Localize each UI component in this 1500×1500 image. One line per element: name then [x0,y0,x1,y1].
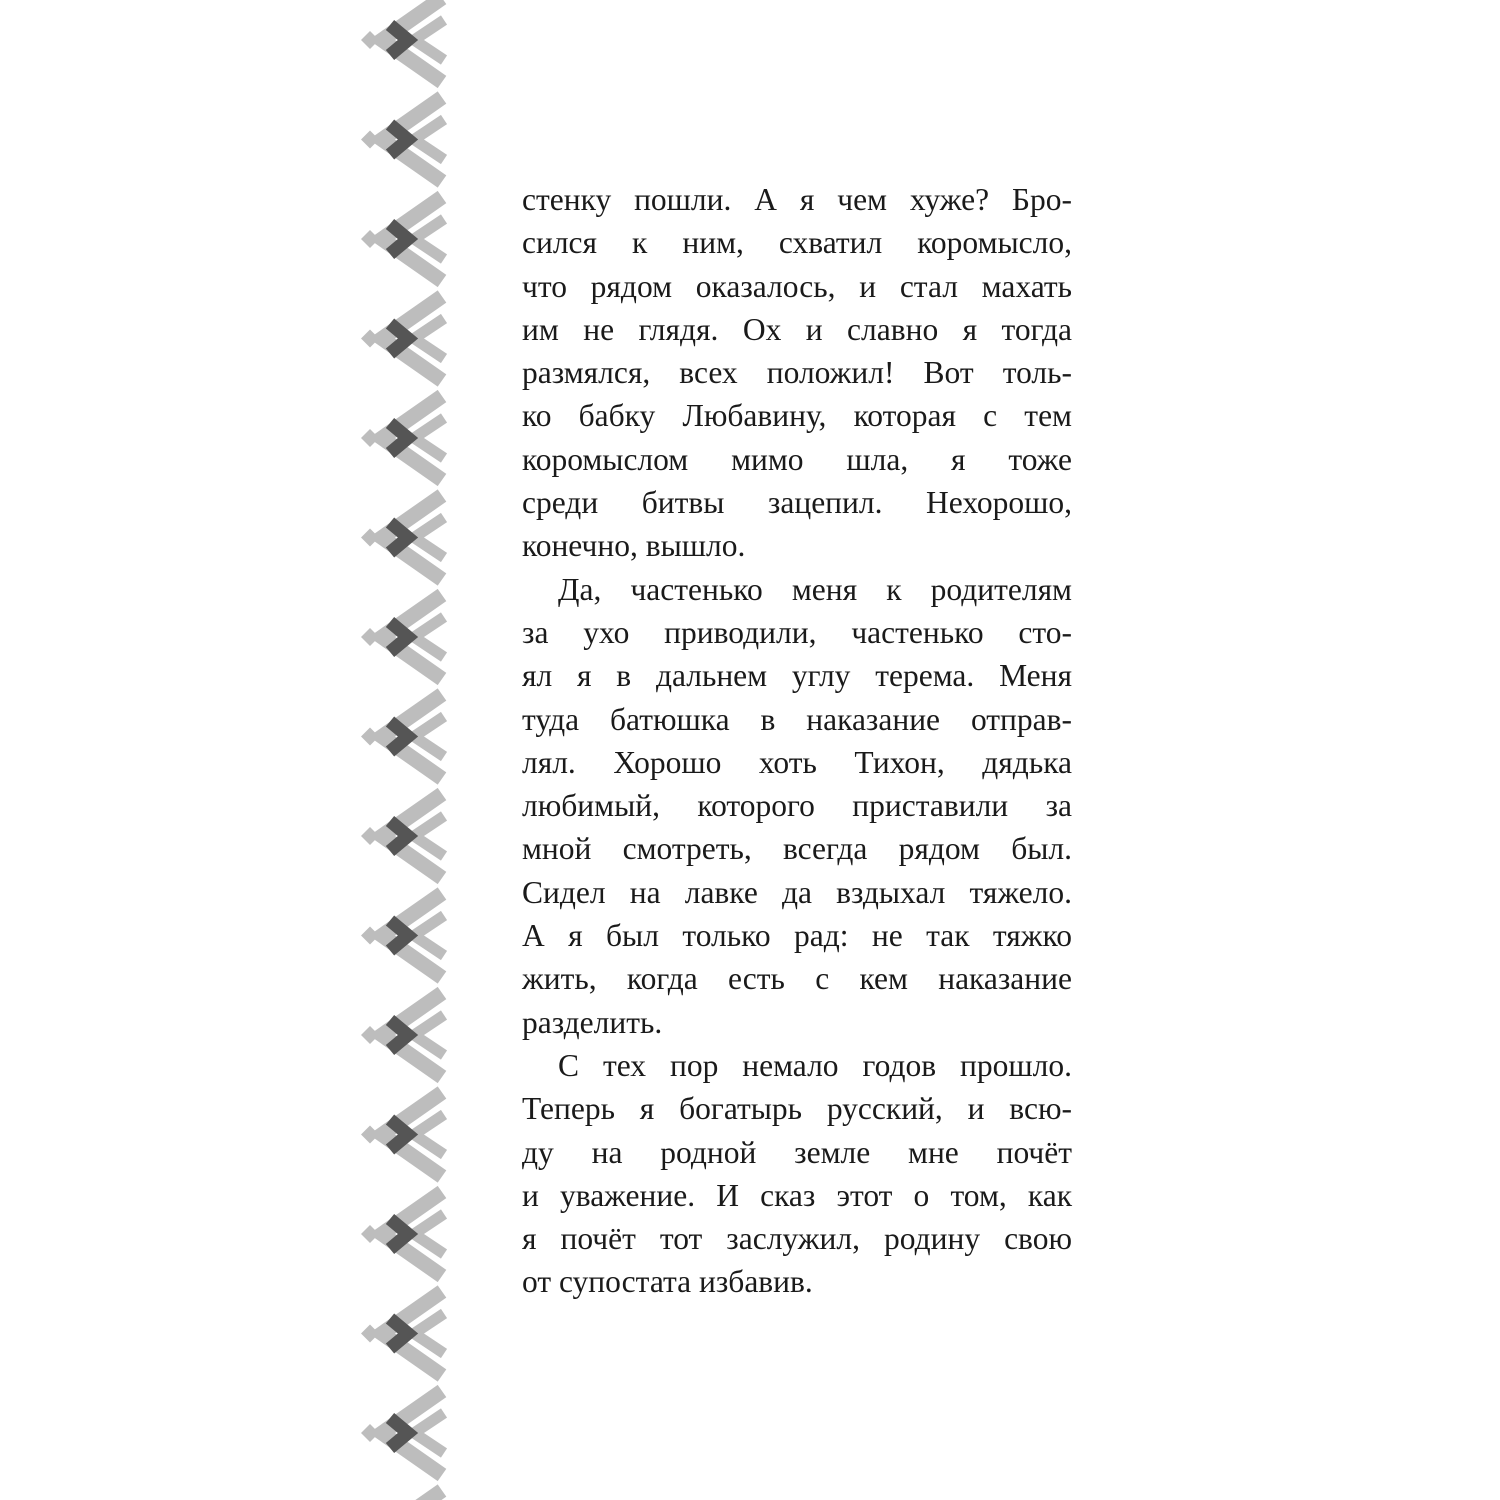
text-line: и уважение. И сказ этот о том, как [522,1177,1072,1213]
inner-chevron [414,1115,444,1155]
outer-chevron [382,1491,442,1500]
text-line: Теперь я богатырь русский, и всю- [522,1091,1072,1127]
inner-chevron [414,1314,444,1354]
small-diamond [361,529,379,547]
small-diamond [361,1325,379,1343]
inner-chevron [414,816,444,856]
small-diamond [361,1126,379,1144]
inner-chevron [414,319,444,359]
small-diamond [361,131,379,149]
text-line: ял я в дальнем углу терема. Меня [522,658,1072,694]
text-line: А я был только рад: не так тяжко [522,918,1072,954]
text-line: я почёт тот заслужил, родину свою [522,1221,1072,1257]
text-line: размялся, всех положил! Вот толь- [522,355,1072,391]
text-line: что рядом оказалось, и стал махать [522,268,1072,304]
text-line: среди битвы зацепил. Нехорошо, [522,485,1072,521]
inner-chevron [414,418,444,458]
text-line: Сидел на лавке да вздыхал тяжело. [522,874,1072,910]
small-diamond [361,728,379,746]
text-line: ко бабку Любавину, которая с тем [522,398,1072,434]
small-diamond [361,628,379,646]
inner-chevron [414,219,444,259]
small-diamond [361,927,379,945]
inner-chevron [414,617,444,657]
paragraph [522,568,1072,1044]
text-line: сился к ним, схватил коромысло, [522,225,1072,261]
text-line: коромыслом мимо шла, я тоже [522,441,1072,477]
text-line: за ухо приводили, частенько сто- [522,614,1072,650]
inner-chevron [414,717,444,757]
small-diamond [361,230,379,248]
text-line: мной смотреть, всегда рядом был. [522,831,1072,867]
inner-chevron [414,518,444,558]
small-diamond [361,827,379,845]
text-line: от супостата избавив. [522,1264,813,1300]
paragraph [522,1044,1072,1304]
inner-chevron [414,120,444,160]
inner-chevron [414,1015,444,1055]
small-diamond [361,1424,379,1442]
small-diamond [361,31,379,49]
text-line: лял. Хорошо хоть Тихон, дядька [522,744,1072,780]
paragraph [522,178,1072,568]
text-line: ду на родной земле мне почёт [522,1134,1072,1170]
small-diamond [361,1225,379,1243]
text-line: разделить. [522,1004,663,1040]
small-diamond [361,429,379,447]
text-line: конечно, вышло. [522,528,746,564]
chevron-border-ornament-icon [340,0,450,1500]
text-line: С тех пор немало годов прошло. [558,1047,1072,1083]
text-line: жить, когда есть с кем наказание [522,961,1072,997]
text-line: им не глядя. Ох и славно я тогда [522,311,1072,347]
small-diamond [361,1026,379,1044]
inner-chevron [414,1413,444,1453]
text-line: Да, частенько меня к родителям [558,571,1072,607]
inner-chevron [414,20,444,60]
text-line: любимый, которого приставили за [522,788,1072,824]
small-diamond [361,330,379,348]
inner-chevron [414,1214,444,1254]
inner-chevron [414,916,444,956]
text-line: стенку пошли. А я чем хуже? Бро- [522,182,1072,217]
text-line: туда батюшка в наказание отправ- [522,701,1072,737]
body-text [522,178,1072,1304]
